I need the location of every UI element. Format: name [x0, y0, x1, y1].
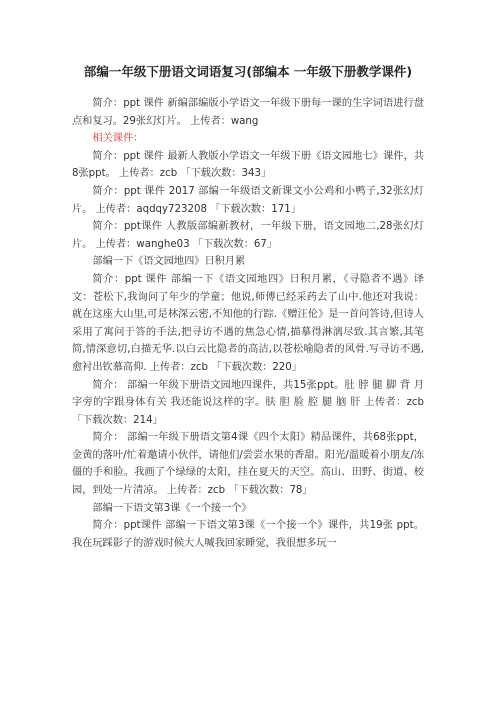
courseware-summary: 简介： 部编一年级下册语文第4课《四个太阳》精品课件，共68张ppt，金黄的落叶/忙着邀请小伙伴，请他们/尝尝水果的香甜。阳光/温暖着小朋友/冻僵的手和脸。我画了个绿绿的太阳，挂在夏天的天空。高山、田野、街道、校园，到处一片清凉。 上传者：zcb 「下载次数：78」 [72, 432, 424, 497]
courseware-summary: 简介：ppt 课件 2017 部编一年级语文新课文小公鸡和小鸭子,32张幻灯片。 上传者：aqdqy723208 「下载次数：171」 [72, 185, 424, 215]
courseware-summary: 简介：ppt课件 部编一下语文第3课《一个接一个》课件，共19张 ppt。我在玩踩影子的游戏时候大人喊我回家睡觉，我很想多玩一 [72, 520, 424, 549]
courseware-heading: 部编一下语文第3课《一个接一个》 [92, 502, 252, 514]
courseware-heading: 部编一下《语文园地四》日积月累 [92, 256, 246, 268]
related-courseware-heading[interactable]: 相关课件： [92, 133, 144, 145]
courseware-summary: 简介：ppt课件 人教版部编新教材，一年级下册，语文园地二,28张幻灯片。 上传者：wanghe03 「下载次数：67」 [72, 221, 424, 250]
document-body [72, 95, 424, 552]
courseware-summary: 简介：ppt 课件 最新人教版小学语文一年级下册《语文园地七》课件，共8张ppt。 上传者：zcb 「下载次数：343」 [72, 150, 424, 180]
courseware-summary: 简介： 部编一年级下册语文园地四课件，共15张ppt。肚 脖 腿 脚 背 月字旁的字跟身体有关 我还能说这样的字。肤 胆 脸 腔 腿 脑 肝 上传者：zcb 「下载次数：214」 [72, 379, 424, 426]
courseware-summary: 简介：ppt 课件 部编一下《语文园地四》日积月累，《寻隐者不遇》译文：苍松下,我询问了年少的学童；他说,师傅已经采药去了山中.他还对我说：就在这座大山里,可是林深云密,不知他的行踪.《赠汪伦》是一首问答诗,但诗人采用了寓问于答的手法,把寻访不遇的焦急心情,描摹得淋漓尽致.其言繁,其笔简,情深意切,白描无华.以白云比隐者的高洁,以苍松喻隐者的风骨.写寻访不遇,愈衬出钦慕高仰. 上传者：zcb 「下载次数：220」 [72, 273, 424, 373]
intro-paragraph: 简介：ppt 课件 新编部编版小学语文一年级下册每一课的生字词语进行盘点和复习。29张幻灯片。 上传者：wang [72, 98, 424, 127]
document-title: 部编一年级下册语文词语复习(部编本 一年级下册教学课件) [83, 64, 413, 79]
